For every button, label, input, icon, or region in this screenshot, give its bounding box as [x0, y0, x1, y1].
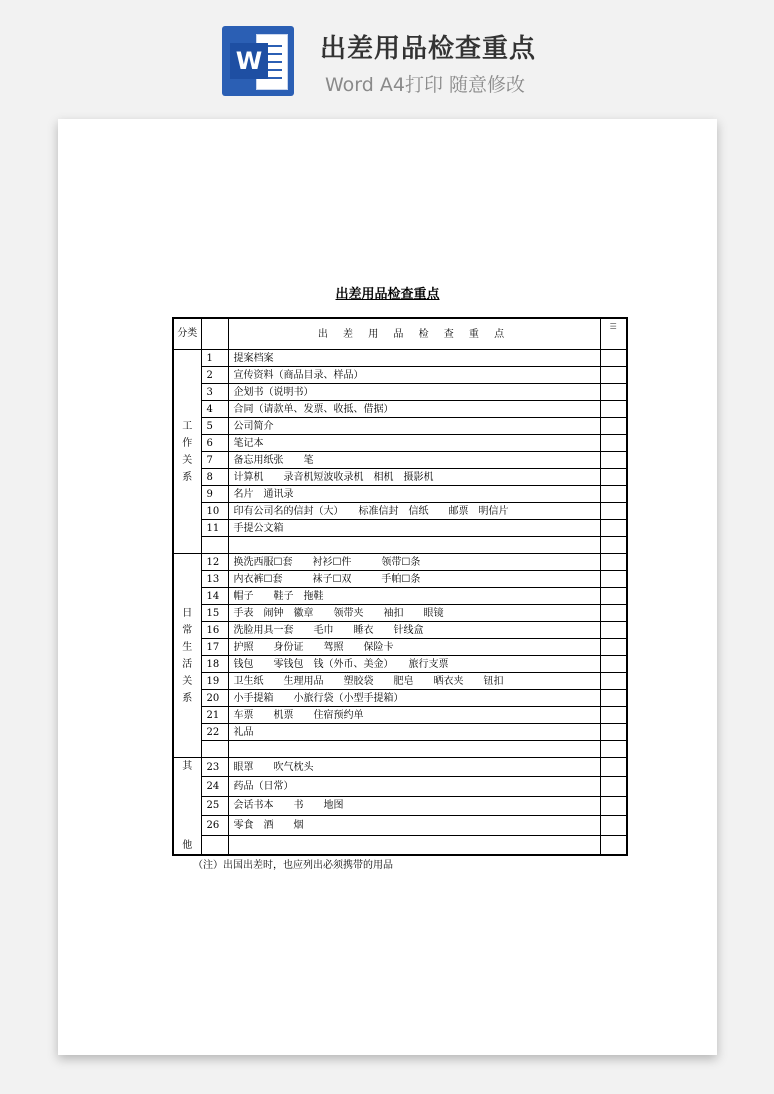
- check-cell[interactable]: [600, 741, 627, 758]
- word-icon-letter: W: [230, 43, 268, 79]
- item-number: 25: [201, 796, 228, 815]
- check-cell[interactable]: [600, 758, 627, 777]
- item-number: 13: [201, 571, 228, 588]
- item-text: 宣传资料（商品目录、样品）: [228, 367, 600, 384]
- check-cell[interactable]: [600, 835, 627, 855]
- table-row: [173, 724, 627, 741]
- item-number: 5: [201, 418, 228, 435]
- table-row: [173, 350, 627, 367]
- category-char: 关: [182, 675, 193, 687]
- item-text: 换洗西服☐套 衬衫☐件 领带☐条: [228, 554, 600, 571]
- category-cell: [173, 350, 201, 554]
- table-row: [173, 435, 627, 452]
- check-cell[interactable]: [600, 384, 627, 401]
- item-number: 1: [201, 350, 228, 367]
- check-cell[interactable]: [600, 503, 627, 520]
- table-row: [173, 656, 627, 673]
- item-text: [228, 537, 600, 554]
- category-char: 他: [182, 840, 193, 851]
- check-cell[interactable]: [600, 816, 627, 835]
- table-row: [173, 503, 627, 520]
- document-title: 出差用品检查重点: [335, 287, 440, 302]
- table-row: [173, 707, 627, 724]
- document-page: [58, 119, 717, 1055]
- item-number: 7: [201, 452, 228, 469]
- check-cell[interactable]: [600, 622, 627, 639]
- check-cell[interactable]: [600, 418, 627, 435]
- table-row: [173, 835, 627, 855]
- category-cell: [173, 554, 201, 758]
- check-cell[interactable]: [600, 537, 627, 554]
- header-number: [201, 318, 228, 350]
- check-cell[interactable]: [600, 588, 627, 605]
- item-number: 24: [201, 777, 228, 796]
- item-number: 20: [201, 690, 228, 707]
- check-cell[interactable]: [600, 777, 627, 796]
- item-number: 26: [201, 816, 228, 835]
- item-number: 4: [201, 401, 228, 418]
- item-text: 笔记本: [228, 435, 600, 452]
- item-number: 8: [201, 469, 228, 486]
- check-cell[interactable]: [600, 367, 627, 384]
- category-char: 作: [182, 437, 193, 449]
- item-number: 21: [201, 707, 228, 724]
- item-number: 10: [201, 503, 228, 520]
- item-text: 企划书（说明书）: [228, 384, 600, 401]
- category-char: 日: [182, 607, 193, 619]
- item-text: 零食 酒 烟: [228, 816, 600, 835]
- item-text: [228, 835, 600, 855]
- check-cell[interactable]: [600, 656, 627, 673]
- item-text: 车票 机票 住宿预约单: [228, 707, 600, 724]
- item-number: [201, 537, 228, 554]
- table-row: [173, 639, 627, 656]
- item-text: 提案档案: [228, 350, 600, 367]
- item-number: 2: [201, 367, 228, 384]
- item-number: 18: [201, 656, 228, 673]
- item-number: 19: [201, 673, 228, 690]
- checklist-table: [172, 317, 628, 856]
- table-row: [173, 777, 627, 796]
- category-char: 关: [182, 454, 193, 466]
- table-row: [173, 741, 627, 758]
- category-char: 系: [182, 692, 193, 704]
- item-number: 16: [201, 622, 228, 639]
- banner-subtitle: Word A4打印 随意修改: [325, 74, 526, 96]
- table-row: [173, 384, 627, 401]
- check-cell[interactable]: [600, 690, 627, 707]
- check-cell[interactable]: [600, 639, 627, 656]
- item-text: 护照 身份证 驾照 保险卡: [228, 639, 600, 656]
- item-number: 23: [201, 758, 228, 777]
- check-cell[interactable]: [600, 796, 627, 815]
- item-text: 印有公司名的信封（大） 标准信封 信纸 邮票 明信片: [228, 503, 600, 520]
- item-text: 帽子 鞋子 拖鞋: [228, 588, 600, 605]
- item-text: 内衣裤☐套 袜子☐双 手帕☐条: [228, 571, 600, 588]
- item-text: 药品（日常）: [228, 777, 600, 796]
- item-text: [228, 741, 600, 758]
- item-number: 22: [201, 724, 228, 741]
- check-cell[interactable]: [600, 486, 627, 503]
- item-text: 小手提箱 小旅行袋（小型手提箱）: [228, 690, 600, 707]
- check-cell[interactable]: [600, 554, 627, 571]
- table-row: [173, 673, 627, 690]
- word-icon: [222, 26, 294, 96]
- table-row: [173, 758, 627, 777]
- item-number: 12: [201, 554, 228, 571]
- item-number: 17: [201, 639, 228, 656]
- item-text: 会话书本 书 地图: [228, 796, 600, 815]
- category-char: 生: [182, 641, 193, 653]
- check-cell[interactable]: [600, 401, 627, 418]
- category-char: 工: [182, 420, 193, 432]
- table-row: [173, 401, 627, 418]
- item-text: 钱包 零钱包 钱（外币、美金） 旅行支票: [228, 656, 600, 673]
- footnote: （注）出国出差时，也应列出必须携带的用品: [193, 860, 393, 871]
- item-text: 公司简介: [228, 418, 600, 435]
- table-row: [173, 452, 627, 469]
- item-number: 6: [201, 435, 228, 452]
- item-text: 备忘用纸张 笔: [228, 452, 600, 469]
- table-row: [173, 520, 627, 537]
- table-row: [173, 554, 627, 571]
- category-char: 系: [182, 471, 193, 483]
- check-cell[interactable]: [600, 350, 627, 367]
- table-row: [173, 588, 627, 605]
- table-row: [173, 796, 627, 815]
- item-text: 手提公文箱: [228, 520, 600, 537]
- table-row: [173, 816, 627, 835]
- item-number: 9: [201, 486, 228, 503]
- item-text: 洗脸用具一套 毛巾 睡衣 针线盒: [228, 622, 600, 639]
- category-cell: [173, 758, 201, 856]
- item-number: 14: [201, 588, 228, 605]
- item-number: [201, 741, 228, 758]
- check-cell[interactable]: [600, 605, 627, 622]
- item-text: 眼罩 吹气枕头: [228, 758, 600, 777]
- item-text: 计算机 录音机短波收录机 相机 摄影机: [228, 469, 600, 486]
- item-number: 11: [201, 520, 228, 537]
- banner-title: 出差用品检查重点: [320, 34, 537, 64]
- check-cell[interactable]: [600, 724, 627, 741]
- check-cell[interactable]: [600, 435, 627, 452]
- item-text: 卫生纸 生理用品 塑胶袋 肥皂 晒衣夹 钮扣: [228, 673, 600, 690]
- banner: [0, 0, 774, 110]
- header-check: ☰: [600, 318, 627, 350]
- table-row: [173, 418, 627, 435]
- item-number: 3: [201, 384, 228, 401]
- check-cell[interactable]: [600, 520, 627, 537]
- header-category: 分类: [173, 318, 201, 350]
- item-number: 15: [201, 605, 228, 622]
- header-title: 出 差 用 品 检 查 重 点: [228, 318, 600, 350]
- check-cell[interactable]: [600, 707, 627, 724]
- table-row: [173, 367, 627, 384]
- check-cell[interactable]: [600, 571, 627, 588]
- table-row: [173, 605, 627, 622]
- table-row: [173, 469, 627, 486]
- item-text: 名片 通讯录: [228, 486, 600, 503]
- item-number: [201, 835, 228, 855]
- table-row: [173, 486, 627, 503]
- table-row: [173, 571, 627, 588]
- check-cell[interactable]: [600, 452, 627, 469]
- category-char: 其: [182, 761, 193, 772]
- check-cell[interactable]: [600, 469, 627, 486]
- category-char: 常: [182, 624, 193, 636]
- item-text: 手表 闹钟 徽章 领带夹 袖扣 眼镜: [228, 605, 600, 622]
- table-row: [173, 537, 627, 554]
- table-row: [173, 690, 627, 707]
- table-header-row: [173, 318, 627, 350]
- item-text: 合同（请款单、发票、收抵、借据）: [228, 401, 600, 418]
- table-row: [173, 622, 627, 639]
- item-text: 礼品: [228, 724, 600, 741]
- category-char: 活: [182, 658, 193, 670]
- check-cell[interactable]: [600, 673, 627, 690]
